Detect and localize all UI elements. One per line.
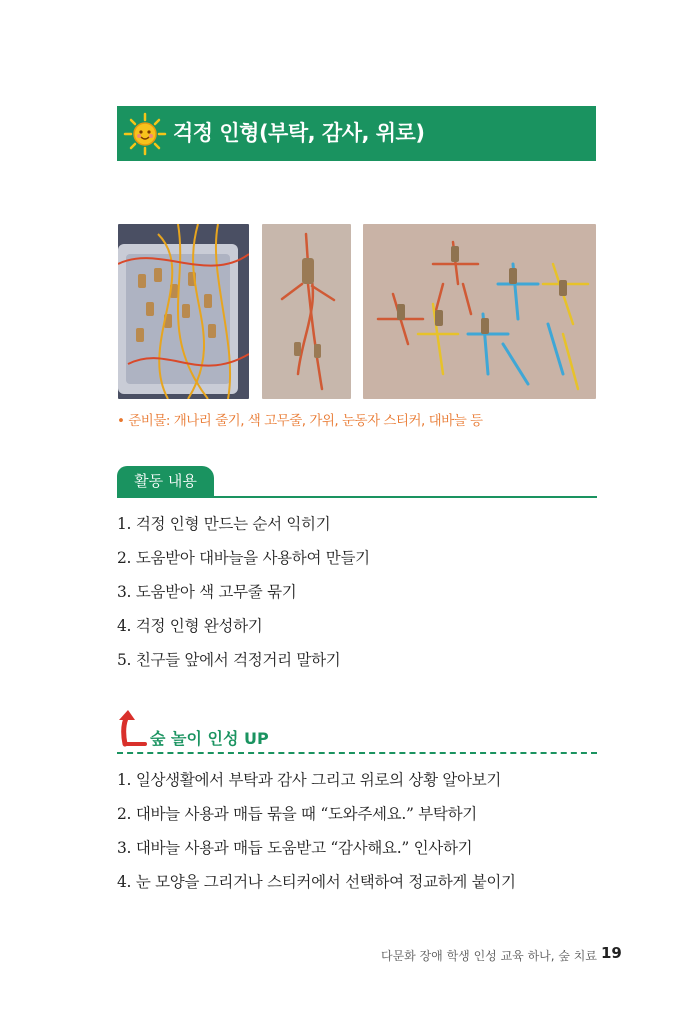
activity-heading: 활동 내용: [117, 466, 214, 496]
list-item: 3. 도움받아 색 고무줄 묶기: [117, 583, 297, 601]
forest-section-header: [117, 708, 597, 756]
list-item: 3. 대바늘 사용과 매듭 도움받고 “감사해요.” 인사하기: [117, 839, 473, 857]
list-item: 5. 친구들 앞에서 걱정거리 말하기: [117, 651, 341, 669]
dashed-divider: [117, 752, 597, 754]
list-item: 1. 걱정 인형 만드는 순서 익히기: [117, 515, 331, 533]
page-title: 걱정 인형(부탁, 감사, 위로): [173, 121, 425, 145]
photo-finished-dolls: [363, 224, 596, 399]
up-arrow-icon: [117, 708, 147, 748]
activity-section-header: [117, 466, 597, 498]
materials-note: • 준비물: 개나리 줄기, 색 고무줄, 가위, 눈동자 스티커, 대바늘 등: [117, 413, 483, 429]
list-item: 1. 일상생활에서 부탁과 감사 그리고 위로의 상황 알아보기: [117, 771, 502, 789]
list-item: 2. 도움받아 대바늘을 사용하여 만들기: [117, 549, 370, 567]
list-item: 4. 눈 모양을 그리거나 스티커에서 선택하여 정교하게 붙이기: [117, 873, 516, 891]
forest-heading: 숲 놀이 인성 UP: [150, 729, 269, 748]
page-number: 19: [601, 944, 622, 962]
title-bar: [117, 106, 596, 161]
photo-single-doll: [262, 224, 351, 399]
photo-materials-box: [118, 224, 249, 399]
footer-text: 다문화 장애 학생 인성 교육 하나, 숲 치료: [381, 949, 597, 963]
list-item: 2. 대바늘 사용과 매듭 묶을 때 “도와주세요.” 부탁하기: [117, 805, 477, 823]
list-item: 4. 걱정 인형 완성하기: [117, 617, 263, 635]
divider: [117, 496, 597, 498]
sun-icon: [123, 112, 167, 156]
